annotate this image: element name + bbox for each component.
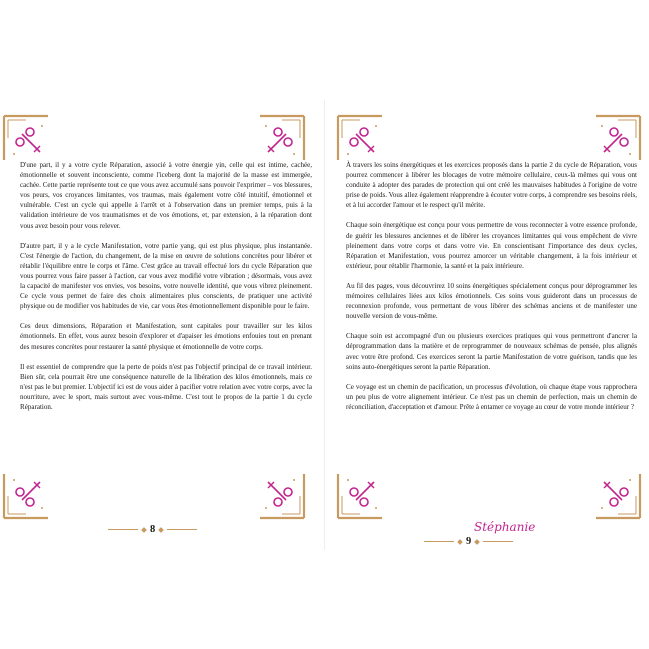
paragraph: Chaque soin énergétique est conçu pour vous permettre de vous reconnecter à votre essence profonde, de guérir les blessures anciennes et de libérer les croyances limitantes qui vous empêchent de vivre pleinement dans votre corps et dans votre vie. En conscientisant l'importance des deux cycles, Réparation et Manifestation, vous pourrez amorcer un véritable changement, à la fois intérieur et extérieur, pour rétablir l'harmonie, la santé et la paix intérieure. [346, 221, 637, 270]
corner-ornament-icon [256, 470, 308, 522]
corner-ornament-icon [592, 470, 644, 522]
divider [167, 529, 197, 530]
paragraph: D'autre part, il y a le cycle Manifestation, votre partie yang, qui est plus physique, plus instantanée. C'est l'énergie de l'action, du changement, de la mise en œuvre de solutions concrètes pour libérer et rétablir l'équilibre entre le corps et l'âme. C'est grâce au travail effectué lors du cycle Réparation que vous pourrez vous faire passer à l'action, car vous avez modifié votre vibration ; désormais, vous avez la capacité de manifester vos envies, vos besoins, votre nouvelle identité, que vous vibrez pleinement. Ce cycle vous permet de faire des choix alimentaires plus conscients, de pratiquer une activité physique ou de modifier vos habitudes de vie, car vous êtes émotionnellement disponible pour le faire. [20, 241, 312, 311]
right-page [334, 100, 649, 550]
diamond-icon [158, 527, 164, 533]
page-number: 9 [466, 536, 472, 547]
right-page-text [346, 160, 637, 422]
page-number: 8 [150, 524, 156, 535]
divider [108, 529, 138, 530]
paragraph: D'une part, il y a votre cycle Réparation, associé à votre énergie yin, celle qui est intime, cachée, émotionnelle et souvent inconsciente, comme l'iceberg dont la majorité de la masse est immergée, cachée. Cette partie représente tout ce que vous avez accumulé sans pouvoir l'exprimer – vos blessures, vos peurs, vos croyances limitantes, vos traumas, mais également votre côté intuitif, émotionnel et vulnérable. C'est un cycle qui appelle à l'arrêt et à l'observation dans un premier temps, puis à la validation intérieure de vos traumatismes et de vos émotions, et, par extension, à la réparation dont vous avez besoin pour vous relever. [20, 161, 312, 230]
divider [483, 541, 513, 542]
diamond-icon [141, 527, 147, 533]
divider [424, 541, 454, 542]
left-page-text [20, 160, 312, 422]
corner-ornament-icon [0, 112, 52, 164]
paragraph: Au fil des pages, vous découvrirez 10 soins énergétiques spécialement conçus pour déprogrammer les mémoires cellulaires liées aux kilos émotionnels. Ces soins vous guideront dans un processus de reconnexion profonde, vous permettant de vous libérer des schémas anciens et de manifester une nouvelle version de vous-même. [346, 281, 637, 321]
corner-ornament-icon [592, 112, 644, 164]
left-page [0, 100, 325, 550]
signature: Stéphanie [474, 520, 536, 534]
corner-ornament-icon [256, 112, 308, 164]
corner-ornament-icon [334, 470, 386, 522]
paragraph: Chaque soin est accompagné d'un ou plusieurs exercices pratiques qui vous permettront d'ancrer la déprogrammation dans la matière et de reprogrammer de nouveaux schémas de pensée, plus alignés avec votre être profond. Ces exercices seront la partie Manifestation de votre guérison, tandis que les soins auto-énergétiques seront la partie Réparation. [346, 332, 637, 371]
corner-ornament-icon [334, 112, 386, 164]
page-number-right [424, 536, 513, 547]
diamond-icon [457, 539, 463, 545]
paragraph: Il est essentiel de comprendre que la perte de poids n'est pas l'objectif principal de ce travail intérieur. Bien sûr, cela pourrait être une conséquence naturelle de la libération des kilos émotionnels, mais ce n'est pas le but premier. L'objectif ici est de vous aider à pacifier votre relation avec votre corps, avec la nourriture, avec le sport, mais surtout avec vous-même. C'est tout le propos de la partie 1 du cycle Réparation. [20, 362, 312, 411]
diamond-icon [474, 539, 480, 545]
paragraph: À travers les soins énergétiques et les exercices proposés dans la partie 2 du cycle de Réparation, vous pourrez commencer à libérer les blocages de votre mémoire cellulaire, ceux-là mêmes qui vous ont conduite à adopter des parades de protection qui ont créé les mauvaises habitudes à l'origine de votre prise de poids. Vous allez également réapprendre à écouter votre corps, à comprendre ses besoins réels, et à lui accorder l'amour et le respect qu'il mérite. [346, 161, 637, 210]
paragraph: Ce voyage est un chemin de pacification, un processus d'évolution, où chaque étape vous rapprochera un peu plus de votre alignement intérieur. Ce n'est pas un chemin de perfection, mais un chemin de réconciliation, d'acceptation et d'amour. Prête à entamer ce voyage au cœur de votre monde intérieur ? [346, 382, 637, 411]
paragraph: Ces deux dimensions, Réparation et Manifestation, sont capitales pour travailler sur les kilos émotionnels. En effet, vous aurez besoin d'explorer et d'apaiser les émotions enfouies tout en prenant des mesures concrètes pour restaurer la santé physique et émotionnelle de votre corps. [20, 322, 312, 351]
page-number-left [108, 524, 197, 535]
corner-ornament-icon [0, 470, 52, 522]
